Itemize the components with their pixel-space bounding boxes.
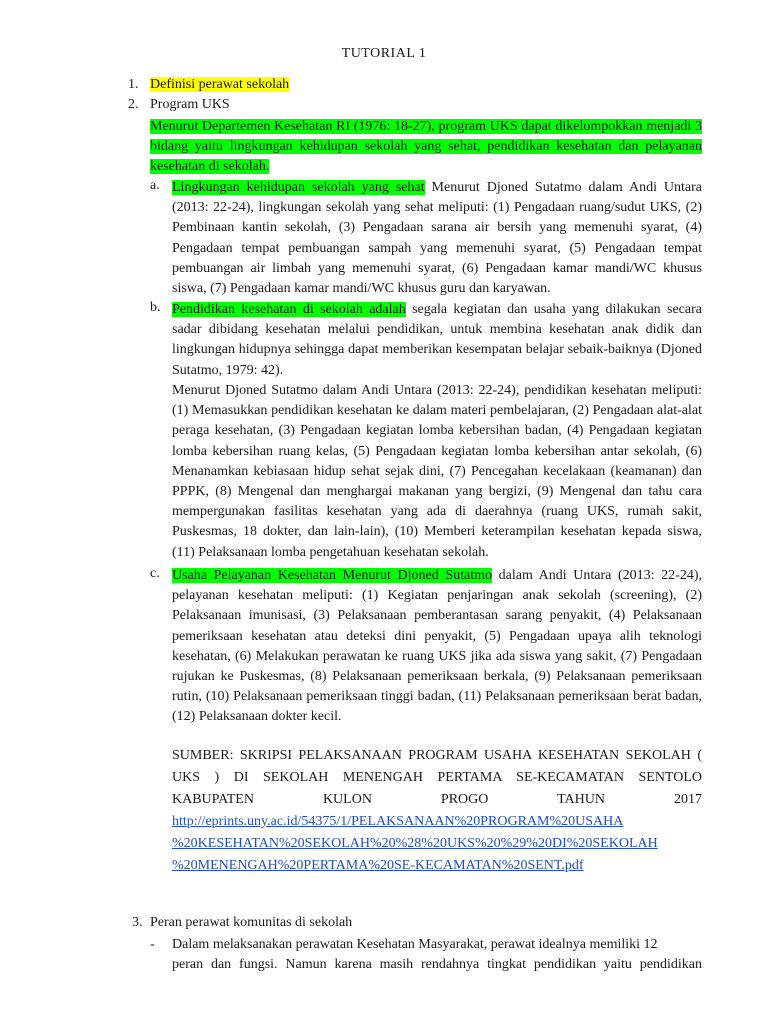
item-b-highlight: Pendidikan kesehatan di sekolah adalah: [172, 302, 406, 317]
item-a-highlight: Lingkungan kehidupan sekolah yang sehat: [172, 180, 425, 195]
intro-highlight: Menurut Departemen Kesehatan RI (1976: 18-27), program UKS dapat dikelompokkan menjadi 3 bidang yaitu lingkungan kehidupan sekolah yang sehat, pendidikan kesehatan dan pelayanan kesehatan di sekolah.: [150, 119, 702, 175]
section-2-number: 2.: [128, 97, 139, 112]
item-c-text: dalam Andi Untara (2013: 22-24), pelayanan kesehatan meliputi: (1) Kegiatan penjaringan anak sekolah (screening), (2) Pelaksanaan imunisasi, (3) Pelaksanaan pemberantasan sarang penyakit, (4) Pelaksanaan pemeriksaan kesehatan atau deteksi dini penyakit, (5) Pengadaan upaya alih teknologi kesehatan, (6) Melakukan perawatan ke ruang UKS jika ada siswa yang sakit, (7) Pengadaan rujukan ke Puskesmas, (8) Pelaksanaan pemeriksaan berkala, (9) Pelaksanaan pemeriksaan rutin, (10) Pelaksanaan pemeriksaan tinggi badan, (11) Pelaksanaan pemeriksaan berat badan, (12) Pelaksanaan dokter kecil.: [172, 568, 703, 725]
page-title: TUTORIAL 1: [341, 46, 427, 61]
section-1-highlight: Definisi perawat sekolah: [150, 77, 290, 92]
item-a-text: Menurut Djoned Sutatmo dalam Andi Untara (2013: 22-24), lingkungan sekolah yang sehat meliputi: (1) Pengadaan ruang/sudut UKS, (2) Pembinaan kantin sekolah, (3) Pengadaan sarana air bersih yang memenuhi syarat, (4) Pengadaan tempat pembuangan sampah yang memenuhi syarat, (5) Pengadaan tempat pembuangan air limbah yang memenuhi syarat, (6) Pengadaan kamar mandi/WC khusus siswa, (7) Pengadaan kamar mandi/WC khusus guru dan karyawan.: [172, 180, 703, 297]
section-3-line-1: Dalam melaksanakan perawatan Kesehatan Masyarakat, perawat idealnya memiliki 12: [172, 937, 658, 952]
section-3-bullet: -: [150, 937, 155, 952]
section-1-heading: [150, 77, 289, 93]
section-3-number: 3.: [132, 915, 143, 930]
item-b-marker: b.: [150, 300, 161, 315]
item-a-paragraph: [172, 178, 702, 299]
source-link-line-3[interactable]: %20MENENGAH%20PERTAMA%20SE-KECAMATAN%20SENT.pdf: [172, 858, 584, 874]
source-link-line-2[interactable]: %20KESEHATAN%20SEKOLAH%20%28%20UKS%20%29%20DI%20SEKOLAH: [172, 836, 658, 852]
source-link-line-1[interactable]: http://eprints.uny.ac.id/54375/1/PELAKSANAAN%20PROGRAM%20USAHA: [172, 814, 624, 829]
section-3-line-2: peran dan fungsi. Namun karena masih rendahnya tingkat pendidikan yaitu pendidikan: [172, 957, 702, 972]
item-b-text: segala kegiatan dan usaha yang dilakukan secara sadar dibidang kesehatan melalui pendidikan, untuk membina kesehatan anak didik dan lingkungan hidupnya sehingga dapat memberikan kesempatan belajar sebaik-baiknya (Djoned Sutatmo, 1979: 42).: [172, 302, 702, 378]
item-c-highlight: Usaha Pelayanan Kesehatan Menurut Djoned Sutatmo: [172, 568, 493, 583]
item-b-paragraph: [172, 300, 702, 381]
section-3-heading: Peran perawat komunitas di sekolah: [150, 915, 353, 930]
item-a-marker: a.: [150, 178, 160, 193]
section-2-intro: [150, 117, 702, 178]
source-citation: SUMBER: SKRIPSI PELAKSANAAN PROGRAM USAHA KESEHATAN SEKOLAH ( UKS ) DI SEKOLAH MENENGAH PERTAMA SE-KECAMATAN SENTOLO KABUPATEN KULON PROGO TAHUN 2017: [172, 748, 702, 808]
section-1-number: 1.: [128, 77, 139, 92]
section-2-heading: Program UKS: [150, 97, 230, 112]
item-b-paragraph-2: Menurut Djoned Sutatmo dalam Andi Untara (2013: 22-24), pendidikan kesehatan meliputi: (1) Memasukkan pendidikan kesehatan ke dalam materi pembelajaran, (2) Pengadaan alat-alat peraga kesehatan, (3) Pengadaan kegiatan lomba kebersihan badan, (4) Pengadaan kegiatan lomba kebersihan ruang kelas, (5) Pengadaan kegiatan lomba kebersihan antar sekolah, (6) Menanamkan kebiasaan hidup sehat sejak dini, (7) Pencegahan kecelakaan (keamanan) dan PPPK, (8) Mengenal dan menghargai makanan yang bergizi, (9) Mengenal dan tahu cara mempergunakan fasilitas kesehatan yang ada di daerahnya (ruang UKS, rumah sakit, Puskesmas, 18 dokter, dan lain-lain), (10) Memberi keterampilan kesehatan kepada siswa, (11) Pelaksanaan lomba pengetahuan kesehatan sekolah.: [172, 383, 702, 560]
source-links: [172, 811, 702, 878]
item-c-marker: c.: [150, 566, 160, 581]
item-c-paragraph: [172, 566, 702, 728]
